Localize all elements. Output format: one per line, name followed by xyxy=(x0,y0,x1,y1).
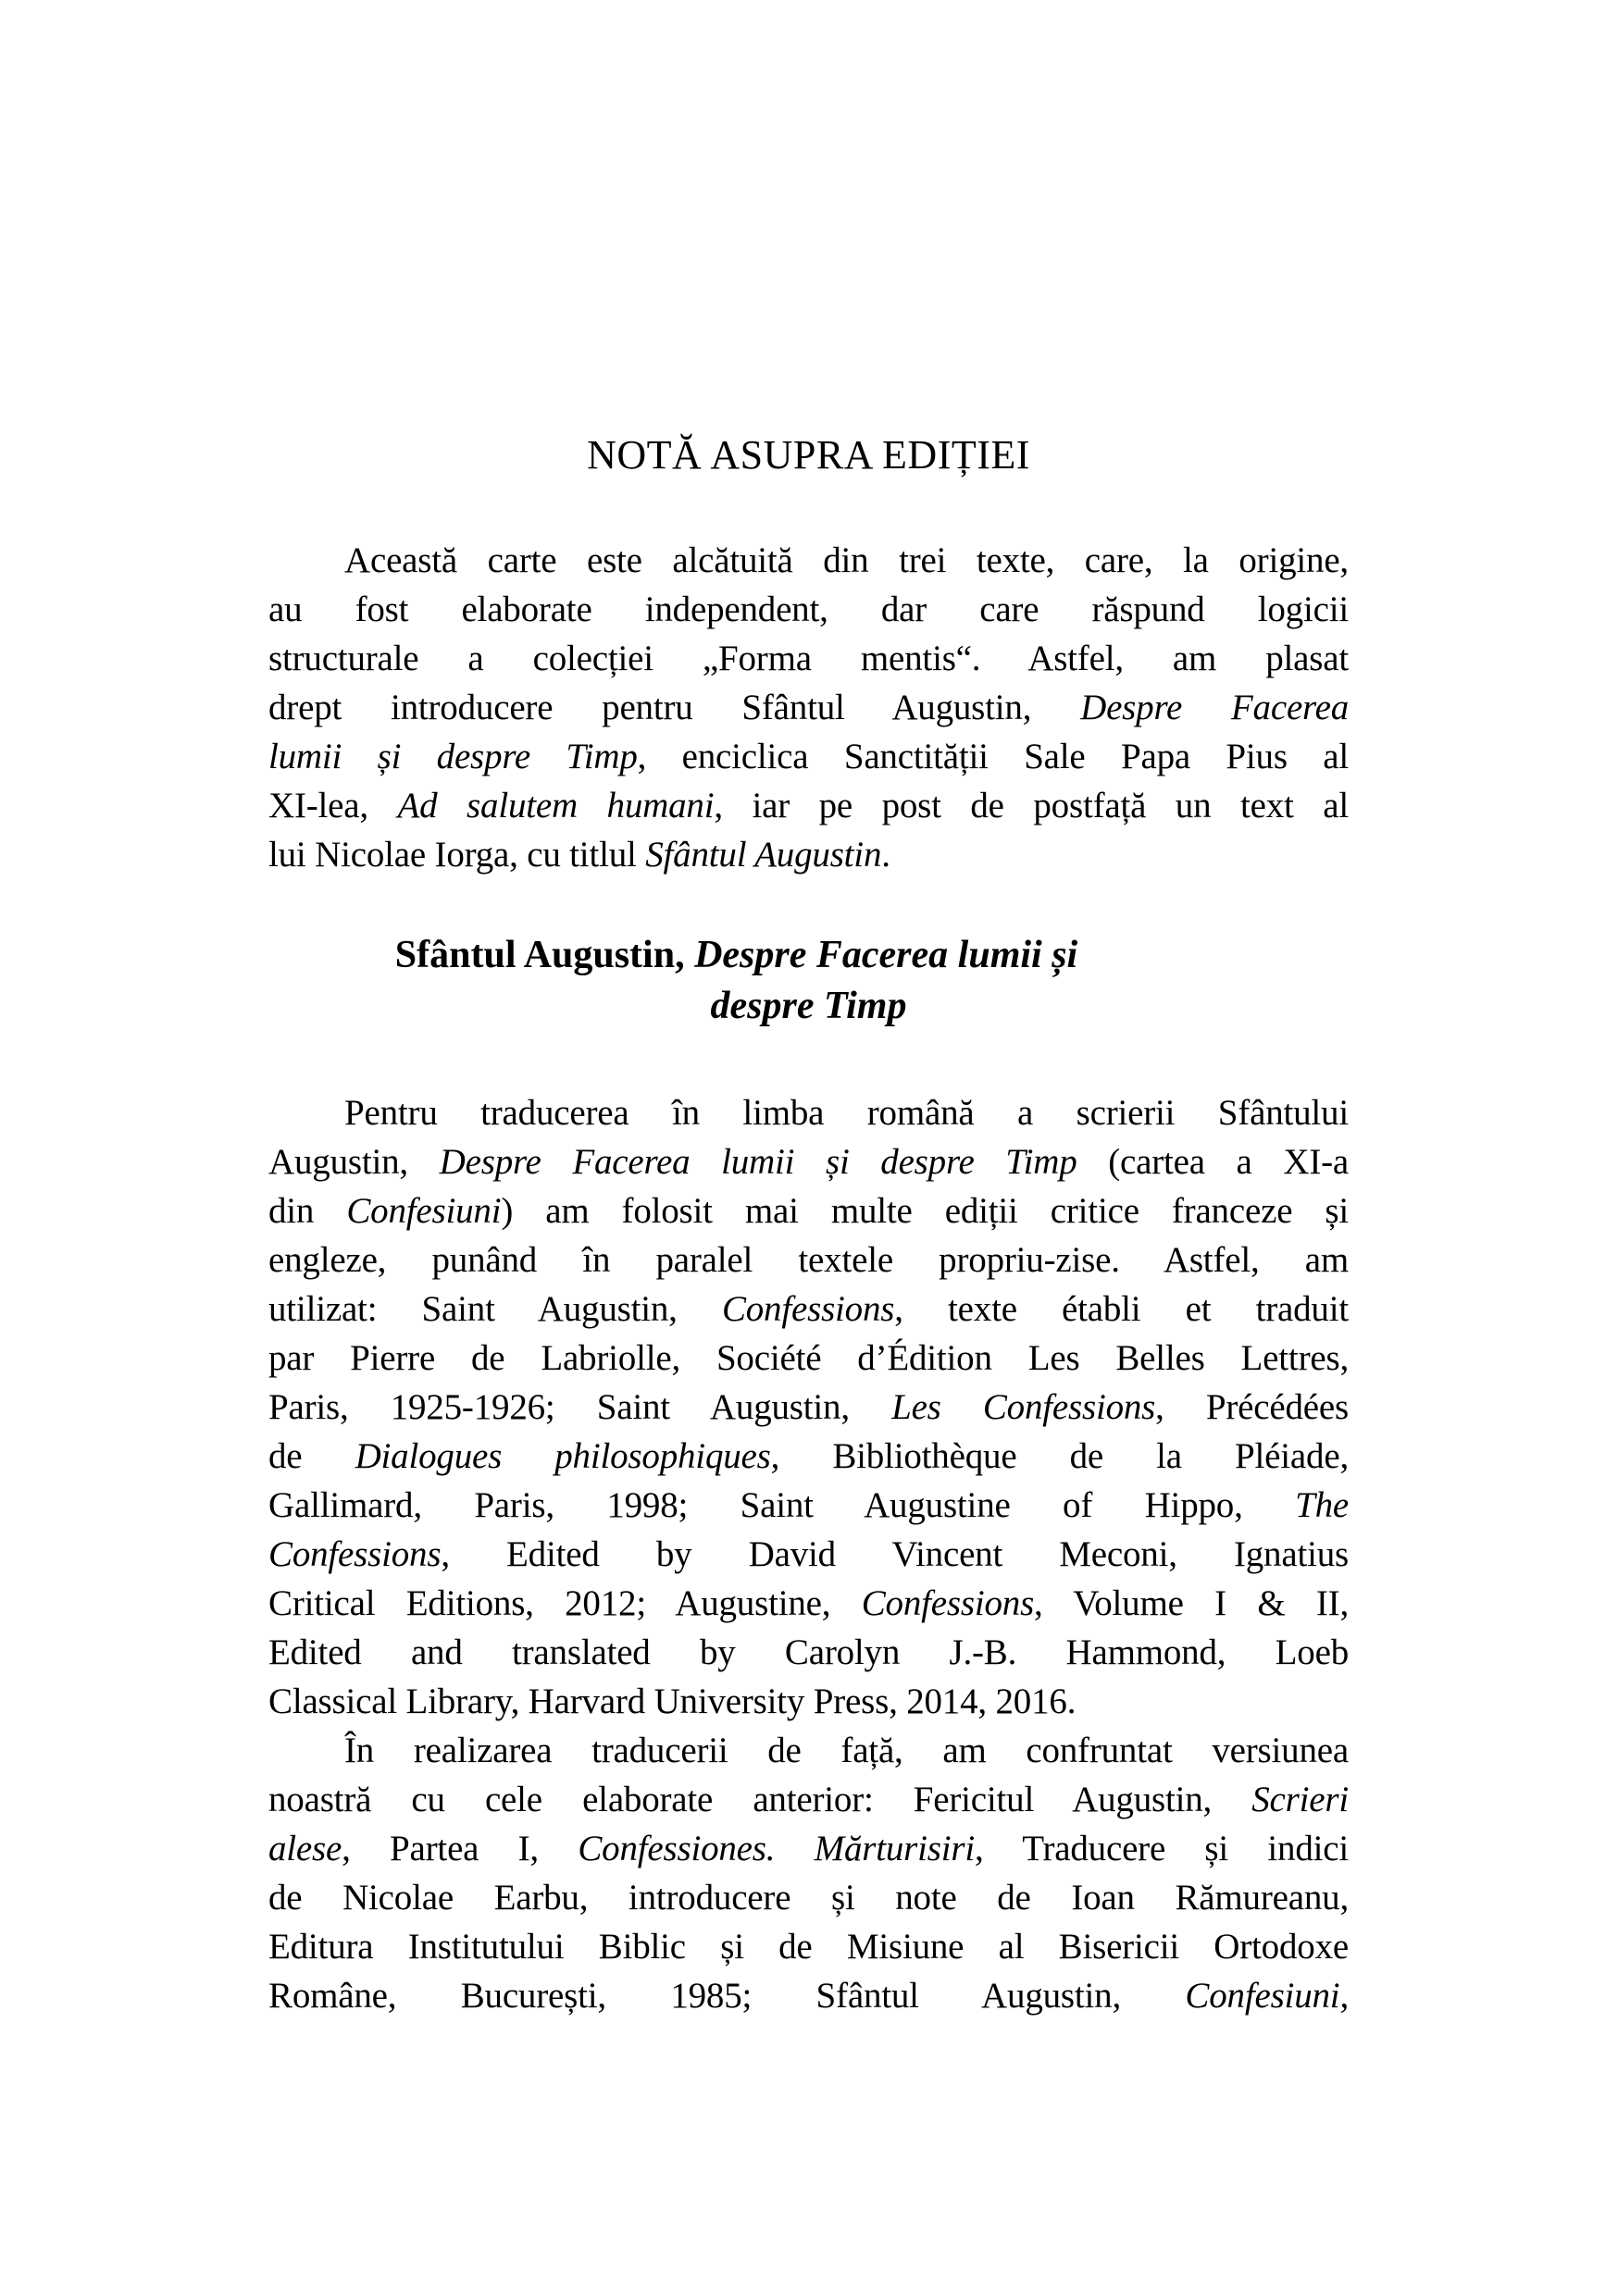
italic-text-run: Dialogues philosophiques xyxy=(355,1436,771,1476)
italic-text-run: Confessions xyxy=(721,1289,895,1329)
text-run: Paris, 1925-1926; Saint Augustin, xyxy=(268,1387,892,1427)
text-line xyxy=(268,1088,1349,1137)
text-line xyxy=(268,585,1349,634)
text-run: Gallimard, Paris, 1998; Saint Augustine of Hippo, xyxy=(268,1485,1296,1525)
text-run: Sfântul Augustin, xyxy=(394,934,695,976)
italic-text-run: The xyxy=(1295,1485,1349,1525)
text-run: au fost elaborate independent, dar care răspund logicii xyxy=(268,590,1349,629)
text-line xyxy=(268,1285,1349,1334)
paragraph-editions-used xyxy=(268,1088,1349,1726)
text-run: Editura Institutului Biblic și de Misiune al Bisericii Ortodoxe xyxy=(268,1927,1349,1967)
text-line xyxy=(268,1628,1349,1677)
italic-text-run: lumii și despre Timp xyxy=(268,737,638,776)
italic-text-run: Les Confessions xyxy=(891,1387,1156,1427)
text-line xyxy=(268,1235,1349,1285)
text-run: noastră cu cele elaborate anterior: Fericitul Augustin, xyxy=(268,1780,1252,1819)
italic-text-run: alese xyxy=(268,1829,342,1868)
text-run: , Edited by David Vincent Meconi, Ignatius xyxy=(441,1534,1349,1574)
text-run: engleze, punând în paralel textele propriu-zise. Astfel, am xyxy=(268,1240,1349,1280)
text-run: , texte établi et traduit xyxy=(894,1289,1349,1329)
text-line xyxy=(268,1971,1349,2020)
text-run: , xyxy=(1339,1976,1349,2016)
text-line xyxy=(268,1824,1349,1873)
text-line xyxy=(268,1677,1349,1726)
paragraph-previous-translations xyxy=(268,1726,1349,2020)
text-line xyxy=(268,1186,1349,1235)
text-run: par Pierre de Labriolle, Société d’Édition Les Belles Lettres, xyxy=(268,1338,1349,1378)
italic-text-run: Confessions xyxy=(861,1583,1035,1623)
text-line xyxy=(268,1334,1349,1383)
text-run: , Volume I & II, xyxy=(1034,1583,1349,1623)
text-line xyxy=(268,1922,1349,1971)
text-run: lui Nicolae Iorga, cu titlul xyxy=(268,835,646,875)
text-run: din xyxy=(268,1191,347,1231)
text-run: Române, București, 1985; Sfântul Augustin, xyxy=(268,1976,1186,2016)
text-line xyxy=(268,1579,1349,1628)
text-run: Classical Library, Harvard University Press, 2014, 2016. xyxy=(268,1682,1077,1721)
text-run: de xyxy=(268,1436,355,1476)
text-run: , Partea I, xyxy=(342,1829,579,1868)
text-line xyxy=(268,536,1349,585)
text-run: Augustin, xyxy=(268,1142,440,1182)
italic-text-run: Despre Facerea lumii și despre Timp xyxy=(439,1142,1077,1182)
text-column xyxy=(268,429,1349,2020)
text-run: drept introducere pentru Sfântul Augustin, xyxy=(268,688,1081,727)
text-run: , Bibliothèque de la Pléiade, xyxy=(770,1436,1349,1476)
text-run: utilizat: Saint Augustin, xyxy=(268,1289,722,1329)
text-line xyxy=(268,1383,1349,1432)
text-line xyxy=(268,981,1349,1032)
text-run: structurale a colecției „Forma mentis“. Astfel, am plasat xyxy=(268,639,1349,678)
text-run: (cartea a XI-a xyxy=(1077,1142,1349,1182)
text-line xyxy=(268,1432,1349,1481)
text-line xyxy=(268,1726,1349,1775)
text-run: . xyxy=(881,835,890,875)
italic-text-run: Despre Facerea xyxy=(1080,688,1349,727)
text-run: , enciclica Sanctității Sale Papa Pius al xyxy=(637,737,1349,776)
text-run: Edited and translated by Carolyn J.-B. Hammond, Loeb xyxy=(268,1632,1349,1672)
text-line xyxy=(268,781,1349,830)
text-line xyxy=(268,1775,1349,1824)
paragraph-intro xyxy=(268,536,1349,879)
italic-text-run: Confessiones. Mărturisiri xyxy=(578,1829,976,1868)
italic-text-run: Confessions xyxy=(268,1534,442,1574)
text-run: În realizarea traducerii de față, am confruntat versiunea xyxy=(344,1731,1349,1770)
text-line xyxy=(268,634,1349,683)
text-line xyxy=(268,930,1204,981)
italic-text-run: Ad salutem humani xyxy=(397,786,715,825)
text-run: Această carte este alcătuită din trei texte, care, la origine, xyxy=(344,540,1349,580)
text-line xyxy=(268,683,1349,732)
text-line xyxy=(268,1481,1349,1530)
italic-text-run: Scrieri xyxy=(1251,1780,1349,1819)
italic-text-run: Confesiuni xyxy=(346,1191,502,1231)
text-line xyxy=(268,830,1349,879)
section-heading xyxy=(268,930,1349,1032)
text-run: de Nicolae Earbu, introducere și note de Ioan Rămureanu, xyxy=(268,1878,1349,1917)
text-run: XI-lea, xyxy=(268,786,398,825)
text-run: , iar pe post de postfață un text al xyxy=(714,786,1349,825)
text-run: , Précédées xyxy=(1155,1387,1349,1427)
italic-text-run: Despre Facerea lumii și xyxy=(694,934,1078,976)
text-line xyxy=(268,732,1349,781)
text-run: ) am folosit mai multe ediții critice franceze și xyxy=(501,1191,1349,1231)
text-run: , Traducere și indici xyxy=(975,1829,1349,1868)
page-title: NOTĂ ASUPRA EDIȚIEI xyxy=(587,432,1030,478)
italic-text-run: despre Timp xyxy=(710,985,907,1027)
text-line xyxy=(268,1873,1349,1922)
text-line xyxy=(268,1530,1349,1579)
italic-text-run: Sfântul Augustin xyxy=(645,835,882,875)
text-line xyxy=(268,1137,1349,1186)
text-run: Critical Editions, 2012; Augustine, xyxy=(268,1583,862,1623)
italic-text-run: Confesiuni xyxy=(1185,1976,1340,2016)
text-run: Pentru traducerea în limba română a scrierii Sfântului xyxy=(344,1093,1349,1133)
